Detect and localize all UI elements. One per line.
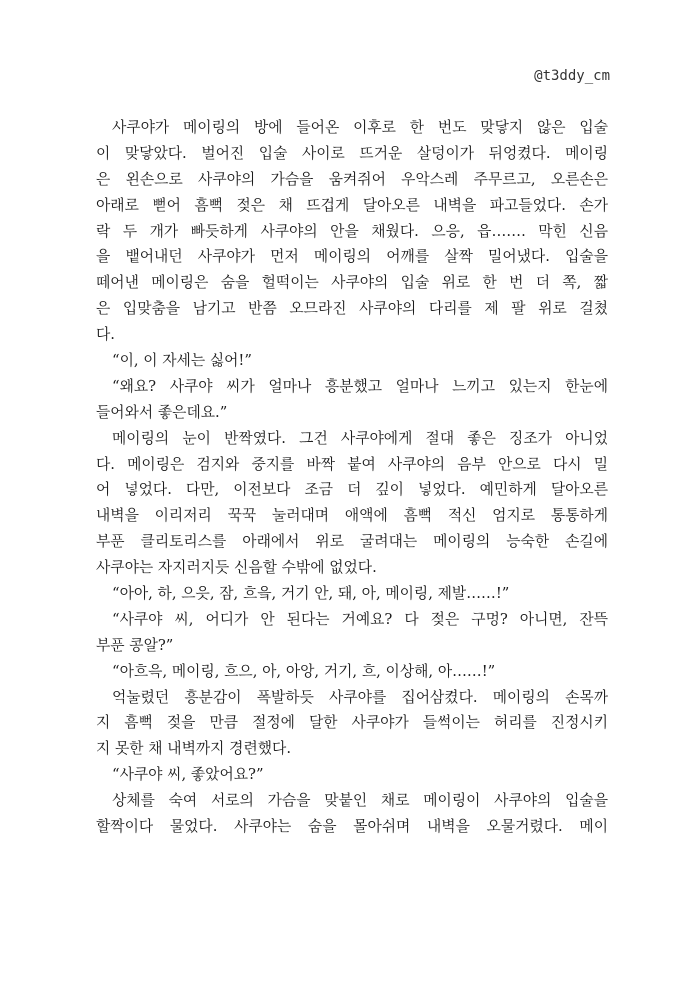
text-line: 어 넣었다. 다만, 이전보다 조금 더 깊이 넣었다. 예민하게 달아오른 — [96, 481, 608, 499]
author-watermark: @t3ddy_cm — [534, 68, 610, 84]
text-line: 들어와서 좋은데요.” — [96, 403, 228, 421]
text-line: 은 왼손으로 사쿠야의 가슴을 움켜쥐어 우악스레 주무르고, 오른손은 — [96, 170, 608, 188]
text-line: 사쿠야가 메이링의 방에 들어온 이후로 한 번도 맞닿지 않은 입술 — [112, 119, 608, 136]
text-line: 할짝이다 물었다. 사쿠야는 숨을 몰아쉬며 내벽을 오물거렸다. 메이 — [96, 818, 608, 836]
text-line: 다. — [96, 326, 115, 344]
text-line: 을 뱉어내던 사쿠야가 먼저 메이링의 어깨를 살짝 밀어냈다. 입술을 — [96, 248, 608, 266]
body-text — [96, 115, 608, 840]
text-line: 억눌렸던 흥분감이 폭발하듯 사쿠야를 집어삼켰다. 메이링의 손목까 — [112, 688, 608, 706]
text-line: 메이링의 눈이 반짝였다. 그건 사쿠야에게 절대 좋은 징조가 아니었 — [112, 429, 608, 447]
text-line: “왜요? 사쿠야 씨가 얼마나 흥분했고 얼마나 느끼고 있는지 한눈에 — [112, 377, 608, 395]
text-line: 지 흠뻑 젖을 만큼 절정에 달한 사쿠야가 들썩이는 허리를 진정시키 — [96, 714, 608, 732]
text-line: 아래로 뻗어 흠뻑 젖은 채 뜨겁게 달아오른 내벽을 파고들었다. 손가 — [96, 196, 608, 214]
text-line: 다. 메이링은 검지와 중지를 바짝 붙여 사쿠야의 음부 안으로 다시 밀 — [96, 455, 608, 473]
text-line: 이 맞닿았다. 벌어진 입술 사이로 뜨거운 살덩이가 뒤엉켰다. 메이링 — [96, 144, 608, 162]
text-line: “아흐윽, 메이링, 흐으, 아, 아앙, 거기, 흐, 이상해, 아……!” — [112, 662, 496, 680]
text-line: “사쿠야 씨, 좋았어요?” — [112, 766, 264, 784]
text-line: “사쿠야 씨, 어디가 안 된다는 거예요? 다 젖은 구멍? 아니면, 잔뜩 — [112, 610, 608, 628]
text-line: 지 못한 채 내벽까지 경련했다. — [96, 740, 292, 758]
text-line: 내벽을 이리저리 꾹꾹 눌러대며 애액에 흠뻑 적신 엄지로 통통하게 — [96, 507, 608, 525]
text-line: 떼어낸 메이링은 숨을 헐떡이는 사쿠야의 입술 위로 한 번 더 쪽, 짧 — [96, 274, 608, 292]
text-line: 부푼 콩알?” — [96, 636, 174, 654]
text-line: “아아, 하, 으읏, 잠, 흐읔, 거기 안, 돼, 아, 메이링, 제발……!” — [112, 585, 510, 603]
text-line: “이, 이 자세는 싫어!” — [112, 352, 252, 370]
text-line: 부푼 클리토리스를 아래에서 위로 굴려대는 메이링의 능숙한 손길에 — [96, 533, 608, 551]
text-line: 상체를 숙여 서로의 가슴을 맞붙인 채로 메이링이 사쿠야의 입술을 — [112, 792, 608, 810]
text-line: 은 입맞춤을 남기고 반쯤 오므라진 사쿠야의 다리를 제 팔 위로 걸쳤 — [96, 300, 608, 318]
text-line: 락 두 개가 빠듯하게 사쿠야의 안을 채웠다. 으응, 읍……. 막힌 신음 — [96, 222, 608, 240]
text-line: 사쿠야는 자지러지듯 신음할 수밖에 없었다. — [96, 559, 377, 577]
